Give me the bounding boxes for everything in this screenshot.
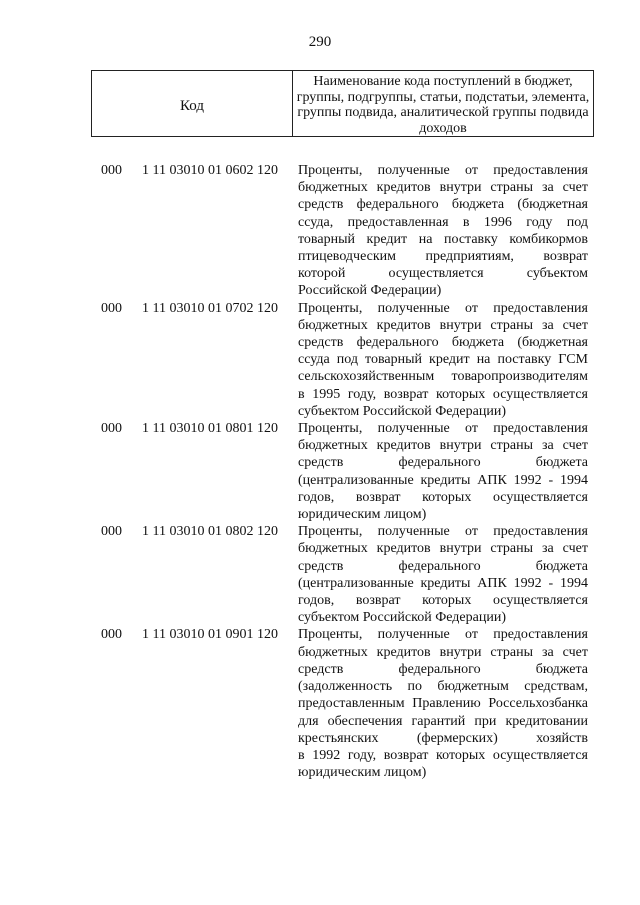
- description-line: предоставленным Правлению Россельхозбанка: [298, 696, 588, 712]
- description-line: в 1995 году, возврат которых осуществляется: [298, 386, 588, 402]
- description-line: товарный кредит на поставку комбикормов: [298, 231, 588, 247]
- row-admin-code: 000: [101, 524, 122, 540]
- table-row: [0, 626, 640, 781]
- description-line: бюджетных кредитов внутри страны за счет: [298, 180, 588, 196]
- description-line: которой осуществляется субъектом: [298, 266, 588, 282]
- table-row: [0, 523, 640, 626]
- row-description: [298, 162, 588, 300]
- description-line: средств федерального бюджета: [298, 455, 588, 471]
- description-line: (задолженность по бюджетным средствам,: [298, 679, 588, 695]
- description-line: бюджетных кредитов внутри страны за счет: [298, 644, 588, 660]
- table-row: [0, 162, 640, 300]
- description-line: Российской Федерации): [298, 283, 442, 299]
- row-description: [298, 420, 588, 523]
- description-line: Проценты, полученные от предоставления: [298, 524, 588, 540]
- row-admin-code: 000: [101, 163, 122, 178]
- description-line: ссуда под товарный кредит на поставку ГСМ: [298, 352, 588, 368]
- row-income-code: 1 11 03010 01 0702 120: [142, 300, 278, 316]
- description-line: крестьянских (фермерских) хозяйств: [298, 730, 588, 746]
- description-line: ссуда, предоставленная в 1996 году под: [298, 214, 588, 230]
- description-line: птицеводческим предприятиям, возврат: [298, 249, 588, 265]
- description-line: средств федерального бюджета (бюджетная: [298, 197, 588, 213]
- description-line: годов, возврат которых осуществляется: [298, 489, 588, 505]
- description-line: в 1992 году, возврат которых осуществляется: [298, 747, 588, 763]
- description-line: субъектом Российской Федерации): [298, 610, 506, 626]
- description-line: средств федерального бюджета (бюджетная: [298, 335, 588, 351]
- description-line: Проценты, полученные от предоставления: [298, 300, 588, 316]
- description-line: (централизованные кредиты АПК 1992 - 1994: [298, 575, 588, 591]
- row-admin-code: 000: [101, 627, 122, 643]
- description-line: годов, возврат которых осуществляется: [298, 593, 588, 609]
- row-income-code: 1 11 03010 01 0602 120: [142, 163, 278, 178]
- description-line: бюджетных кредитов внутри страны за счет: [298, 541, 588, 557]
- description-line: юридическим лицом): [298, 507, 427, 523]
- row-income-code: 1 11 03010 01 0802 120: [142, 524, 278, 540]
- table-row: [0, 420, 640, 523]
- description-line: юридическим лицом): [298, 765, 427, 781]
- row-description: [298, 300, 588, 420]
- description-line: Проценты, полученные от предоставления: [298, 421, 588, 437]
- header-code-cell: Код: [92, 71, 293, 136]
- description-line: для обеспечения гарантий при кредитовании: [298, 713, 588, 729]
- description-line: средств федерального бюджета: [298, 661, 588, 677]
- row-income-code: 1 11 03010 01 0801 120: [142, 421, 278, 437]
- page-number: 290: [308, 34, 332, 50]
- row-description: [298, 523, 588, 626]
- description-line: Проценты, полученные от предоставления: [298, 163, 588, 178]
- row-admin-code: 000: [101, 421, 122, 437]
- description-line: (централизованные кредиты АПК 1992 - 1994: [298, 472, 588, 488]
- description-line: субъектом Российской Федерации): [298, 403, 506, 419]
- table-body: [0, 162, 640, 781]
- description-line: Проценты, полученные от предоставления: [298, 627, 588, 643]
- table-row: [0, 300, 640, 420]
- table-header: [91, 70, 594, 137]
- row-description: [298, 626, 588, 781]
- description-line: средств федерального бюджета: [298, 558, 588, 574]
- description-line: сельскохозяйственным товаропроизводителям: [298, 369, 588, 385]
- row-admin-code: 000: [101, 300, 122, 316]
- description-line: бюджетных кредитов внутри страны за счет: [298, 438, 588, 454]
- row-income-code: 1 11 03010 01 0901 120: [142, 627, 278, 643]
- header-name-cell: Наименование кода поступлений в бюджет, группы, подгруппы, статьи, подстатьи, элемента, группы подвида, аналитической группы подвида доходов: [296, 74, 590, 136]
- description-line: бюджетных кредитов внутри страны за счет: [298, 317, 588, 333]
